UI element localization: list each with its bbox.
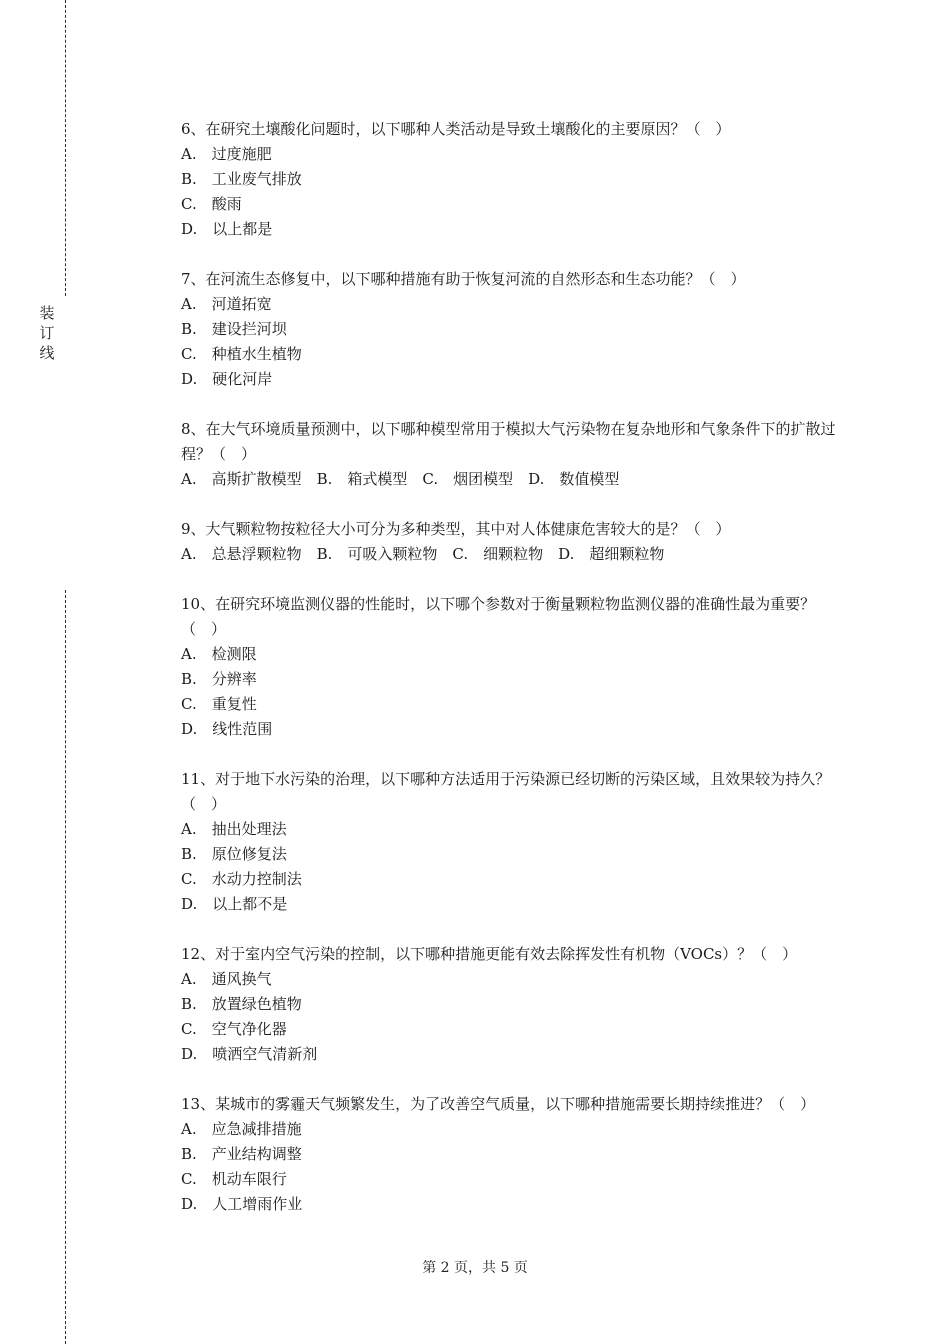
question-stem: 6、在研究土壤酸化问题时，以下哪种人类活动是导致土壤酸化的主要原因？（ ） — [181, 120, 731, 138]
binding-char: 线 — [39, 344, 55, 362]
question-12 — [181, 942, 841, 1067]
question-6 — [181, 117, 841, 242]
binding-char: 装 — [39, 304, 55, 322]
option-b: B. 放置绿色植物 — [181, 995, 302, 1013]
option-d: D. 以上都不是 — [181, 895, 288, 913]
option-a: A. 过度施肥 — [181, 145, 272, 163]
question-stem: 10、在研究环境监测仪器的性能时，以下哪个参数对于衡量颗粒物监测仪器的准确性最为重要？（ ） — [181, 595, 816, 638]
option-c: C. 酸雨 — [181, 195, 242, 213]
question-13 — [181, 1092, 841, 1217]
question-stem: 11、对于地下水污染的治理，以下哪种方法适用于污染源已经切断的污染区域，且效果较为持久？（ ） — [181, 770, 831, 813]
option-a: A. 检测限 — [181, 645, 257, 663]
binding-label — [37, 303, 57, 363]
page-number: 第 2 页，共 5 页 — [422, 1260, 528, 1276]
options-inline: A. 总悬浮颗粒物 B. 可吸入颗粒物 C. 细颗粒物 D. 超细颗粒物 — [181, 545, 665, 563]
option-a: A. 通风换气 — [181, 970, 272, 988]
question-8 — [181, 417, 841, 492]
binding-dashed-line-bottom — [65, 590, 66, 1344]
binding-dashed-line-top — [65, 0, 66, 296]
option-b: B. 建设拦河坝 — [181, 320, 287, 338]
question-stem: 8、在大气环境质量预测中，以下哪种模型常用于模拟大气污染物在复杂地形和气象条件下的扩散过程？（ ） — [181, 420, 836, 463]
option-b: B. 分辨率 — [181, 670, 257, 688]
option-c: C. 水动力控制法 — [181, 870, 302, 888]
question-stem: 9、大气颗粒物按粒径大小可分为多种类型，其中对人体健康危害较大的是？（ ） — [181, 520, 731, 538]
binding-char: 订 — [39, 324, 55, 342]
option-c: C. 机动车限行 — [181, 1170, 287, 1188]
options-inline: A. 高斯扩散模型 B. 箱式模型 C. 烟团模型 D. 数值模型 — [181, 470, 620, 488]
question-11 — [181, 767, 841, 917]
question-10 — [181, 592, 841, 742]
question-7 — [181, 267, 841, 392]
option-a: A. 抽出处理法 — [181, 820, 287, 838]
option-d: D. 人工增雨作业 — [181, 1195, 303, 1213]
option-b: B. 产业结构调整 — [181, 1145, 302, 1163]
option-d: D. 线性范围 — [181, 720, 273, 738]
option-c: C. 重复性 — [181, 695, 257, 713]
option-d: D. 喷洒空气清新剂 — [181, 1045, 318, 1063]
option-d: D. 硬化河岸 — [181, 370, 273, 388]
question-stem: 12、对于室内空气污染的控制，以下哪种措施更能有效去除挥发性有机物（VOCs）？（ ） — [181, 945, 798, 963]
question-9 — [181, 517, 841, 567]
question-list — [181, 117, 841, 1242]
option-b: B. 原位修复法 — [181, 845, 287, 863]
option-b: B. 工业废气排放 — [181, 170, 302, 188]
option-c: C. 种植水生植物 — [181, 345, 302, 363]
option-c: C. 空气净化器 — [181, 1020, 287, 1038]
option-a: A. 河道拓宽 — [181, 295, 272, 313]
option-d: D. 以上都是 — [181, 220, 273, 238]
option-a: A. 应急减排措施 — [181, 1120, 302, 1138]
question-stem: 13、某城市的雾霾天气频繁发生，为了改善空气质量，以下哪种措施需要长期持续推进？（ ） — [181, 1095, 816, 1113]
question-stem: 7、在河流生态修复中，以下哪种措施有助于恢复河流的自然形态和生态功能？（ ） — [181, 270, 746, 288]
